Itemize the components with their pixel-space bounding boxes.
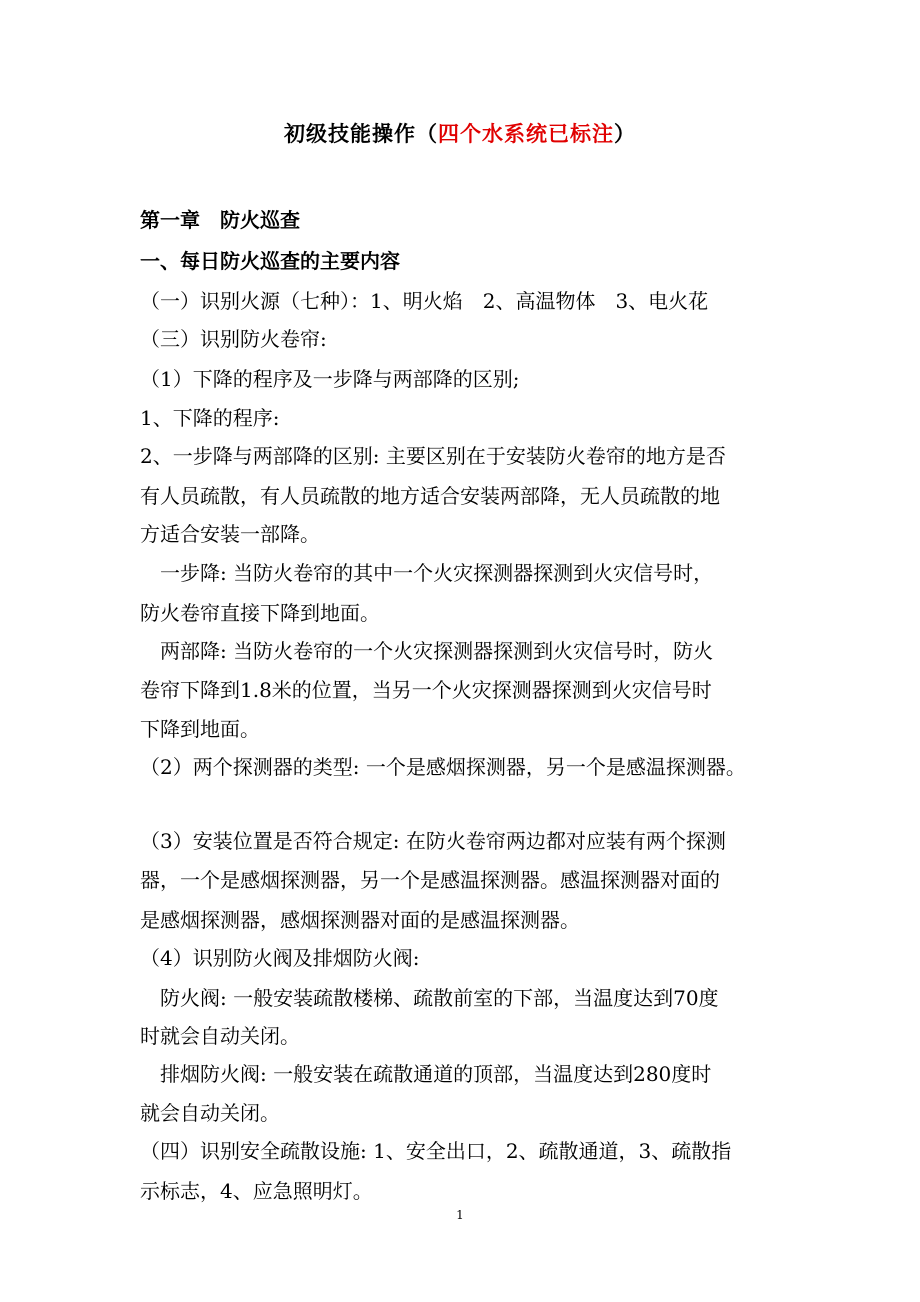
paragraph-line: （3）安装位置是否符合规定: 在防火卷帘两边都对应装有两个探测 [140,829,726,853]
title-main: 初级技能操作（ [284,121,438,146]
paragraph-line: 防火阀: 一般安装疏散楼梯、疏散前室的下部，当温度达到70度 [140,986,719,1010]
page-title [0,118,920,148]
title-close: ） [614,121,636,146]
paragraph-line: 器，一个是感烟探测器，另一个是感温探测器。感温探测器对面的 [140,868,720,892]
page-number: 1 [456,1208,464,1222]
paragraph-line: 排烟防火阀: 一般安装在疏散通道的顶部，当温度达到280度时 [140,1062,712,1086]
paragraph-line: 2、一步降与两部降的区别: 主要区别在于安装防火卷帘的地方是否 [140,444,726,468]
paragraph-line: （2）两个探测器的类型: 一个是感烟探测器，另一个是感温探测器。 [140,755,746,779]
paragraph-line: 卷帘下降到1.8米的位置，当另一个火灾探测器探测到火灾信号时 [140,678,712,702]
paragraph-line: （四）识别安全疏散设施: 1、安全出口，2、疏散通道，3、疏散指 [140,1139,732,1163]
paragraph-line: 时就会自动关闭。 [140,1024,300,1048]
paragraph-line: （4）识别防火阀及排烟防火阀: [140,946,420,970]
paragraph-line: 示标志，4、应急照明灯。 [140,1179,373,1203]
paragraph-line: 就会自动关闭。 [140,1101,280,1125]
paragraph-line: 是感烟探测器，感烟探测器对面的是感温探测器。 [140,908,580,932]
paragraph-line: （三）识别防火卷帘: [140,327,327,351]
paragraph-line: 方适合安装一部降。 [140,522,320,546]
paragraph-line: 有人员疏散，有人员疏散的地方适合安装两部降，无人员疏散的地 [140,484,720,508]
section-heading: 一、每日防火巡查的主要内容 [140,249,400,273]
paragraph-line: 1、下降的程序: [140,406,280,430]
paragraph-line: 下降到地面。 [140,717,260,741]
title-highlight: 四个水系统已标注 [438,121,614,146]
paragraph-line: 一步降: 当防火卷帘的其中一个火灾探测器探测到火灾信号时， [140,561,714,585]
paragraph-line: （一）识别火源（七种）：1、明火焰 2、高温物体 3、电火花 [140,289,709,313]
paragraph-line: 防火卷帘直接下降到地面。 [140,601,380,625]
paragraph-line: （1）下降的程序及一步降与两部降的区别; [140,367,520,391]
chapter-heading: 第一章 防火巡查 [140,208,300,232]
paragraph-line: 两部降: 当防火卷帘的一个火灾探测器探测到火灾信号时，防火 [140,639,714,663]
